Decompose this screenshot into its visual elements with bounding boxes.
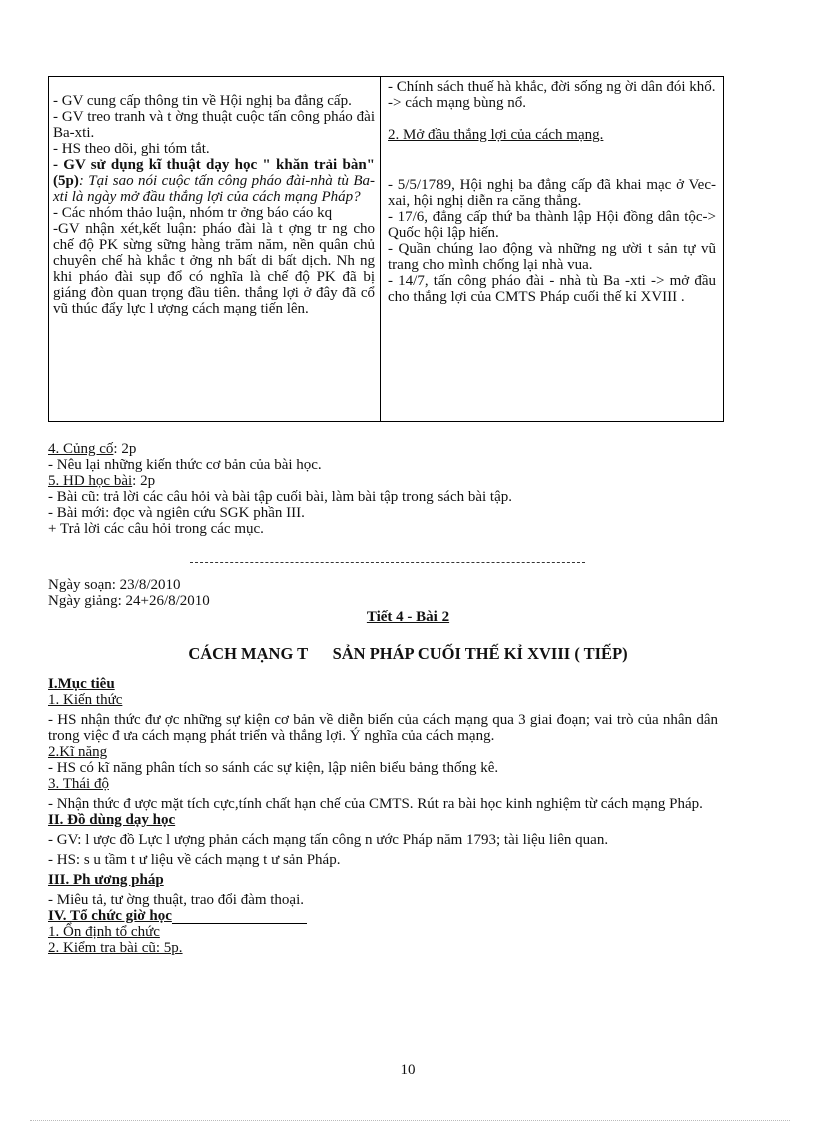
- table-divider: [380, 77, 381, 421]
- organization-step-2: 2. Kiểm tra bài cũ: 5p.: [48, 940, 183, 956]
- table-left-line: - Các nhóm thảo luận, nhóm tr ởng báo cáo kq: [53, 205, 333, 221]
- prep-date: Ngày soạn: 23/8/2010: [48, 577, 181, 593]
- methods-heading: III. Ph ương pháp: [48, 872, 164, 888]
- table-left-technique: [53, 157, 375, 205]
- objectives-heading: I.Mục tiêu: [48, 676, 115, 692]
- homework-line: - Bài cũ: trả lời các câu hỏi và bài tập cuối bài, làm bài tập trong sách bài tập.: [48, 489, 513, 505]
- homework-heading: 5. HD học bài: 2p: [48, 473, 156, 489]
- page-bottom-border: [30, 1120, 790, 1121]
- table-right-line: -> cách mạng bùng nổ.: [388, 95, 527, 111]
- table-right-heading: 2. Mở đầu thắng lợi của cách mạng.: [388, 127, 604, 143]
- knowledge-text: - HS nhận thức đư ợc những sự kiện cơ bản về diễn biến của cách mạng qua 3 giai đoạn; vai trò của nhân dân trong việc đ ưa cách mạng phát triển và thắng lợi. Ý nghĩa của cách mạng.: [48, 712, 718, 744]
- content-column: [388, 79, 716, 305]
- separator-dashes: [190, 562, 585, 563]
- homework-line: + Trả lời các câu hỏi trong các mục.: [48, 521, 264, 537]
- table-right-line: - Chính sách thuế hà khắc, đời sống ng ời dân đói khổ.: [388, 79, 716, 95]
- teacher-activities-column: [53, 79, 375, 317]
- materials-heading: II. Đồ dùng dạy học: [48, 812, 176, 828]
- consolidation-heading: 4. Củng cố: 2p: [48, 441, 137, 457]
- page-title: CÁCH MẠNG T SẢN PHÁP CUỐI THẾ KỈ XVIII ( TIẾP): [188, 644, 628, 663]
- consolidation-line: - Nêu lại những kiến thức cơ bản của bài học.: [48, 457, 322, 473]
- methods-text: - Miêu tả, tư ờng thuật, trao đổi đàm thoại.: [48, 892, 305, 908]
- skills-text: - HS có kĩ năng phân tích so sánh các sự kiện, lập niên biểu bảng thống kê.: [48, 760, 499, 776]
- table-left-line: - HS theo dõi, ghi tóm tắt.: [53, 141, 210, 157]
- page-number: 10: [400, 1062, 416, 1078]
- lesson-body: [48, 676, 718, 956]
- dates-block: [48, 577, 728, 609]
- attitude-text: - Nhận thức đ ược mặt tích cực,tính chất hạn chế của CMTS. Rút ra bài học kinh nghiệm từ cách mạng Pháp.: [48, 796, 703, 812]
- materials-students: - HS: s u tầm t ư liệu về cách mạng t ư sản Pháp.: [48, 852, 341, 868]
- table-left-line: - GV treo tranh và t ờng thuật cuộc tấn công pháo đài Ba-xti.: [53, 109, 375, 141]
- teach-date: Ngày giảng: 24+26/8/2010: [48, 593, 210, 609]
- technique-question: : Tại sao nói cuộc tấn công pháo đài-nhà tù Ba-xti là ngày mở đầu thắng lợi của cách mạng Pháp?: [53, 173, 375, 205]
- materials-teacher: - GV: l ược đồ Lực l ượng phản cách mạng tấn công n ước Pháp năm 1793; tài liệu liên quan.: [48, 832, 609, 848]
- consolidation-section: [48, 441, 728, 537]
- activity-table: [48, 76, 724, 422]
- table-left-line: - GV cung cấp thông tin về Hội nghị ba đẳng cấp.: [53, 93, 352, 109]
- lesson-label: Tiết 4 - Bài 2: [366, 609, 450, 625]
- table-right-line: - 14/7, tấn công pháo đài - nhà tù Ba -xti -> mở đầu cho thắng lợi của CMTS Pháp cuối thế kỉ XVIII .: [388, 273, 716, 305]
- table-right-line: - 17/6, đẳng cấp thứ ba thành lập Hội đồng dân tộc-> Quốc hội lập hiến.: [388, 209, 716, 241]
- table-right-line: - Quần chúng lao động và những ng ười t sản tự vũ trang cho mình chống lại nhà vua.: [388, 241, 716, 273]
- heading-rule: [172, 923, 307, 924]
- table-left-line: -GV nhận xét,kết luận: pháo đài là t ợng tr ng cho chế độ PK sừng sững hàng trăm năm, nền quân chủ chuyên chế hà khắc t ởng nh bất di bất dịch. Nh ng khi pháo đài sụp đổ có nghĩa là chế độ PK đã bị giáng đòn quan trọng đầu tiên. thắng lợi ở đây đã cổ vũ thúc đẩy lực l ượng cách mạng tiến lên.: [53, 221, 375, 317]
- knowledge-heading: 1. Kiến thức: [48, 692, 123, 708]
- homework-line: - Bài mới: đọc và ngiên cứu SGK phần III.: [48, 505, 305, 521]
- skills-heading: 2.Kĩ năng: [48, 744, 108, 760]
- attitude-heading: 3. Thái độ: [48, 776, 109, 792]
- organization-step-1: 1. Ổn định tổ chức: [48, 924, 160, 940]
- table-right-line: - 5/5/1789, Hội nghị ba đẳng cấp đã khai mạc ở Vec-xai, hội nghị diễn ra căng thẳng.: [388, 177, 716, 209]
- technique-label: - GV sử dụng kĩ thuật dạy học " khăn trải bàn" (5p): [53, 157, 375, 189]
- organization-heading: IV. Tổ chức giờ học: [48, 908, 718, 924]
